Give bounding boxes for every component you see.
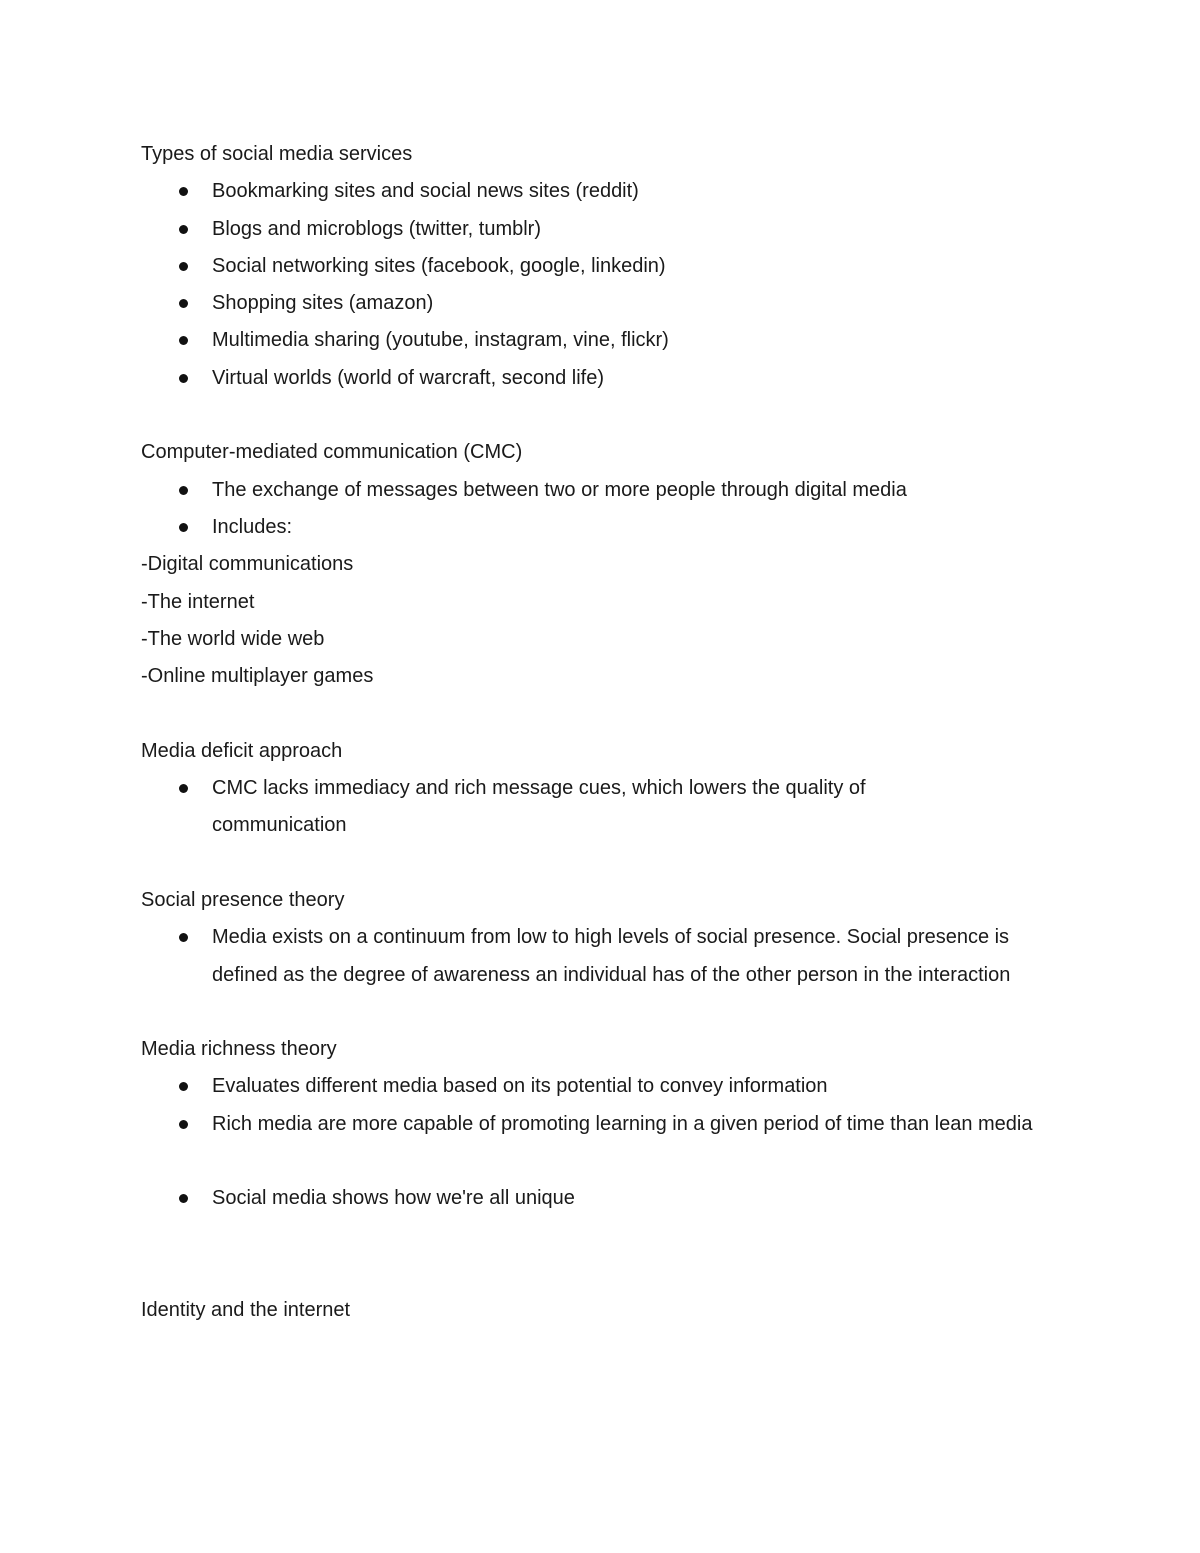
list-item: CMC lacks immediacy and rich message cues, which lowers the quality of communication [212, 770, 932, 845]
section-heading-richness: Media richness theory [141, 1038, 337, 1061]
dash-line: -Online multiplayer games [141, 665, 374, 688]
list-item: The exchange of messages between two or more people through digital media [212, 472, 1071, 509]
bullet-icon [179, 1194, 188, 1203]
list-item: Social media shows how we're all unique [212, 1180, 1071, 1217]
bullet-icon [179, 1120, 188, 1129]
section-heading-deficit: Media deficit approach [141, 739, 343, 762]
spacer [141, 695, 1071, 732]
bullet-list-types [141, 173, 1071, 397]
bullet-icon [179, 374, 188, 383]
dash-line: -Digital communications [141, 553, 354, 576]
bullet-list-richness [141, 1068, 1071, 1143]
list-item: Includes: [212, 509, 1071, 546]
bullet-list-presence [141, 919, 1071, 994]
bullet-icon [179, 187, 188, 196]
dash-line: -The internet [141, 590, 255, 613]
list-item: Evaluates different media based on its potential to convey information [212, 1068, 1071, 1105]
bullet-list-richness-extra [141, 1180, 1071, 1217]
spacer [141, 1218, 1071, 1293]
document-body [141, 136, 1071, 1330]
section-heading-identity: Identity and the internet [141, 1299, 351, 1322]
dash-line: -The world wide web [141, 627, 325, 650]
list-item: Social networking sites (facebook, google, linkedin) [212, 248, 1071, 285]
bullet-icon [179, 262, 188, 271]
bullet-icon [179, 1082, 188, 1091]
section-heading-types: Types of social media services [141, 143, 413, 165]
list-item: Multimedia sharing (youtube, instagram, vine, flickr) [212, 322, 1071, 359]
spacer [141, 994, 1071, 1031]
list-item: Bookmarking sites and social news sites (reddit) [212, 173, 1071, 210]
list-item: Media exists on a continuum from low to high levels of social presence. Social presence is defined as the degree of awareness an individual has of the other person in the interaction [212, 919, 1060, 994]
bullet-icon [179, 486, 188, 495]
list-item: Blogs and microblogs (twitter, tumblr) [212, 211, 1071, 248]
bullet-list-deficit [141, 770, 1071, 845]
bullet-icon [179, 523, 188, 532]
section-heading-presence: Social presence theory [141, 888, 345, 911]
spacer [141, 397, 1071, 434]
bullet-icon [179, 299, 188, 308]
bullet-icon [179, 784, 188, 793]
spacer [141, 1143, 1071, 1180]
list-item: Rich media are more capable of promoting learning in a given period of time than lean media [212, 1106, 1048, 1143]
section-heading-cmc: Computer-mediated communication (CMC) [141, 441, 523, 464]
spacer [141, 845, 1071, 882]
list-item: Shopping sites (amazon) [212, 285, 1071, 322]
bullet-list-cmc [141, 472, 1071, 547]
list-item: Virtual worlds (world of warcraft, second life) [212, 360, 1071, 397]
bullet-icon [179, 336, 188, 345]
bullet-icon [179, 225, 188, 234]
bullet-icon [179, 933, 188, 942]
